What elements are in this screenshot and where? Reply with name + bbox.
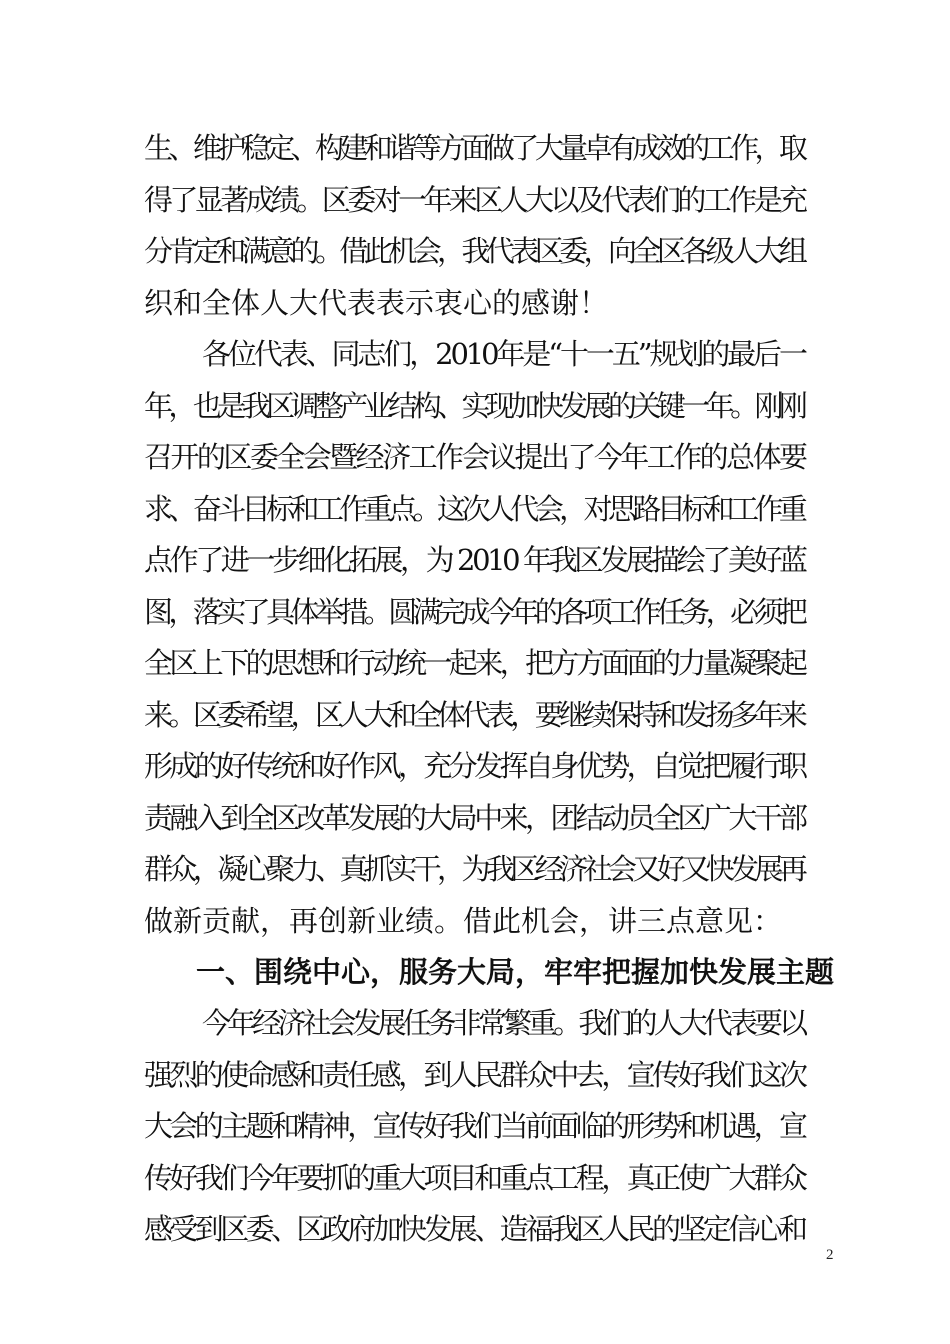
line-text: 全区上下的思想和行动统一起来，把方方面面的力量凝聚起 — [144, 646, 805, 680]
line-text: 形成的好传统和好作风，充分发挥自身优势，自觉把履行职 — [144, 749, 805, 783]
line-text: 年，也是我区调整产业结构、实现加快发展的关键一年。刚刚 — [144, 389, 804, 423]
body-line — [0, 1106, 950, 1146]
paragraph-first-line — [0, 1003, 950, 1043]
line-text: 得了显著成绩。区委对一年来区人大以及代表们的工作是充 — [144, 183, 805, 217]
line-text: 点作了进一步细化拓展，为 2010 年我区发展描绘了美好蓝 — [144, 543, 805, 577]
body-line — [0, 798, 950, 838]
line-text: 召开的区委全会暨经济工作会议提出了今年工作的总体要 — [144, 440, 806, 474]
line-text: 分肯定和满意的。借此机会，我代表区委，向全区各级人大组 — [144, 234, 804, 268]
line-text: 传好我们今年要抓的重大项目和重点工程，真正使广大群众 — [144, 1161, 805, 1195]
body-line — [0, 180, 950, 220]
line-text: 大会的主题和精神，宣传好我们当前面临的形势和机遇，宣 — [144, 1109, 805, 1143]
section-heading — [0, 952, 950, 992]
line-text: 各位代表、同志们，2010年是“十一五”规划的最后一 — [202, 337, 805, 371]
line-text: 今年经济社会发展任务非常繁重。我们的人大代表要以 — [202, 1006, 805, 1040]
line-text: 感受到区委、区政府加快发展、造福我区人民的坚定信心和 — [144, 1212, 805, 1246]
body-line — [0, 128, 950, 168]
body-line — [0, 746, 950, 786]
line-text: 做新贡献，再创新业绩。借此机会，讲三点意见： — [144, 904, 783, 938]
heading-text: 一、围绕中心，服务大局，牢牢把握加快发展主题 — [196, 955, 835, 989]
line-text: 织和全体人大代表表示衷心的感谢！ — [144, 286, 609, 320]
line-text: 群众，凝心聚力、真抓实干，为我区经济社会又好又快发展再 — [144, 852, 804, 886]
body-line — [0, 1055, 950, 1095]
body-line — [0, 849, 950, 889]
body-line — [0, 231, 950, 271]
page-number: 2 — [826, 1247, 834, 1263]
body-line — [0, 540, 950, 580]
body-line — [0, 643, 950, 683]
body-line — [0, 695, 950, 735]
body-line — [0, 437, 950, 477]
line-text: 生、维护稳定、构建和谐等方面做了大量卓有成效的工作，取 — [144, 131, 804, 165]
body-line — [0, 1209, 950, 1249]
line-text: 求、奋斗目标和工作重点。这次人代会，对思路目标和工作重 — [144, 492, 804, 526]
body-line — [0, 386, 950, 426]
body-line — [0, 901, 950, 941]
paragraph-first-line — [0, 334, 950, 374]
body-line — [0, 1158, 950, 1198]
line-text: 来。区委希望，区人大和全体代表，要继续保持和发扬多年来 — [144, 698, 804, 732]
body-line — [0, 592, 950, 632]
body-line — [0, 489, 950, 529]
line-text: 责融入到全区改革发展的大局中来，团结动员全区广大干部 — [144, 801, 805, 835]
line-text: 强烈的使命感和责任感，到人民群众中去，宣传好我们这次 — [144, 1058, 805, 1092]
body-line — [0, 283, 950, 323]
line-text: 图，落实了具体举措。圆满完成今年的各项工作任务，必须把 — [144, 595, 804, 629]
